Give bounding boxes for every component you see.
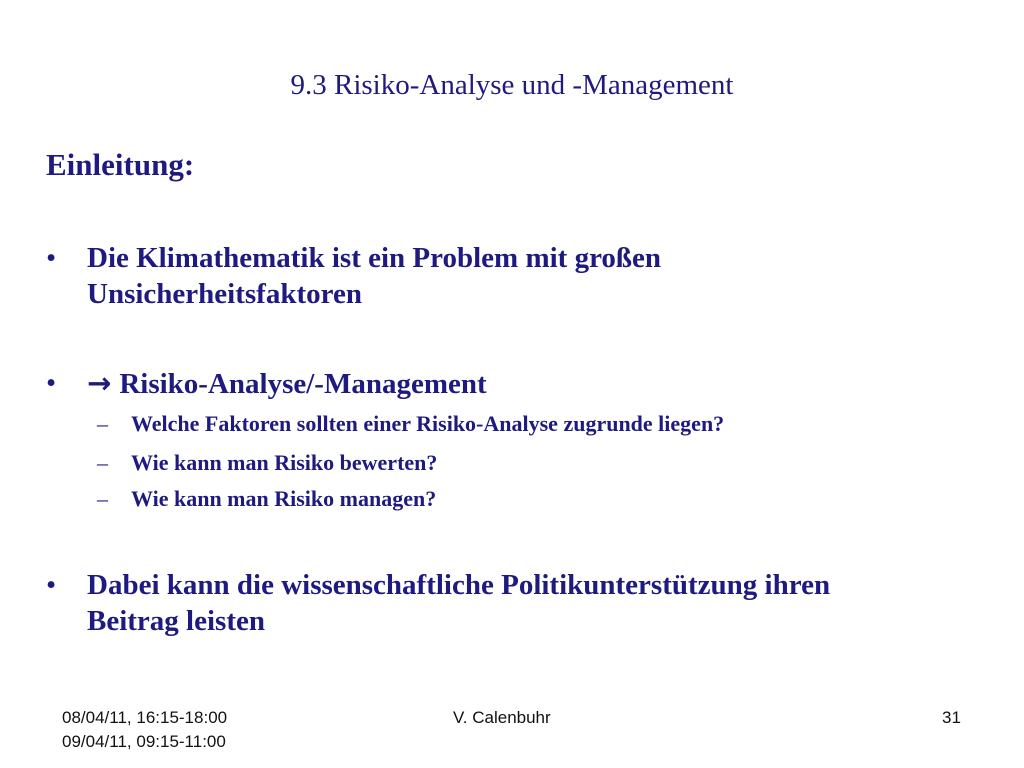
bullet-text: Dabei kann die wissenschaftliche Politikunterstützung ihren Beitrag leisten xyxy=(87,569,831,637)
sub-bullet-text: Wie kann man Risiko bewerten? xyxy=(131,450,438,475)
sub-bullet-marker: – xyxy=(97,411,108,436)
sub-bullet-marker: – xyxy=(97,486,108,511)
bullet-text: Risiko-Analyse/-Management xyxy=(119,368,487,400)
sub-bullet-text: Wie kann man Risiko managen? xyxy=(131,486,437,511)
bullet-marker: • xyxy=(46,569,57,601)
footer-dates xyxy=(62,706,227,754)
arrow-right-icon: → xyxy=(87,366,112,400)
page-number: 31 xyxy=(942,708,961,727)
footer-date-line: 09/04/11, 09:15-11:00 xyxy=(62,732,226,751)
section-heading: Einleitung: xyxy=(46,147,195,182)
bullet-marker: • xyxy=(46,367,57,399)
bullet-marker: • xyxy=(46,242,57,274)
slide-title: 9.3 Risiko-Analyse und -Management xyxy=(290,69,734,101)
sub-bullet-text: Welche Faktoren sollten einer Risiko-Analyse zugrunde liegen? xyxy=(131,411,725,436)
bullet-text: Die Klimathematik ist ein Problem mit großen Unsicherheitsfaktoren xyxy=(87,242,662,310)
sub-bullet-marker: – xyxy=(97,450,108,475)
footer-author: V. Calenbuhr xyxy=(453,708,551,727)
footer-date-line: 08/04/11, 16:15-18:00 xyxy=(62,708,228,727)
